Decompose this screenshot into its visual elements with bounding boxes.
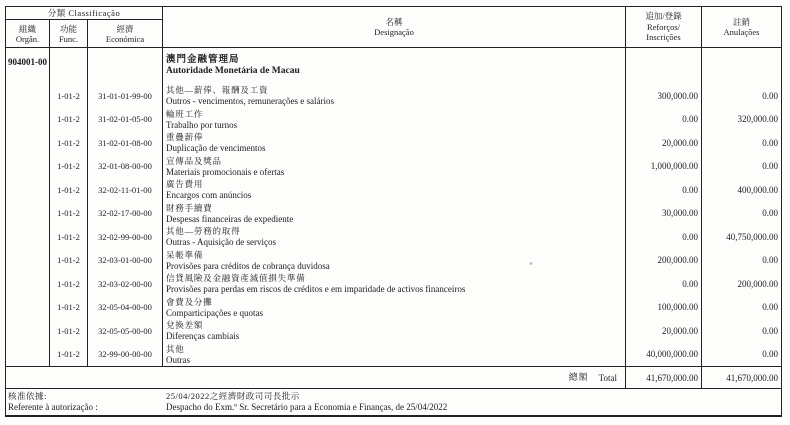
designation-pt: Outras - Aquisição de serviços (166, 237, 276, 247)
function-code: 1-01-2 (50, 131, 88, 155)
reforcos-amount: 0.00 (626, 225, 702, 249)
economic-code: 32-05-04-00-00 (88, 296, 163, 320)
anulacoes-amount: 320,000.00 (737, 114, 778, 125)
function-code: 1-01-2 (50, 272, 88, 296)
organization-header-pt: Orgân. (15, 33, 40, 44)
function-header-pt: Func. (58, 33, 79, 44)
function-code: 1-01-2 (50, 108, 88, 132)
total-label-zh: 總額 (568, 372, 589, 382)
designation-zh: 宣傳品及獎品 (166, 155, 222, 166)
designation-cell (163, 249, 626, 273)
designation-cell (163, 272, 626, 296)
designation-header-pt: Designação (374, 27, 414, 37)
reforcos-amount: 20,000.00 (626, 131, 702, 155)
designation-zh: 呆帳準備 (166, 249, 204, 260)
column-header-anulacoes (702, 7, 781, 47)
economic-code: 31-02-01-08-00 (88, 131, 163, 155)
authorization-label (6, 389, 163, 415)
table-row (6, 84, 781, 108)
column-header-function (50, 20, 88, 47)
authorization-value (163, 389, 781, 415)
function-code: 1-01-2 (50, 84, 88, 108)
anulacoes-amount: 0.00 (762, 255, 778, 266)
organization-code-cell (6, 319, 50, 343)
designation-zh: 兌換差額 (166, 320, 204, 330)
economic-code: 31-01-01-99-00 (88, 84, 163, 108)
column-header-economic (88, 20, 162, 47)
function-code: 1-01-2 (50, 249, 88, 273)
economic-code: 31-02-01-05-00 (88, 108, 163, 132)
reforcos-amount: 200,000.00 (626, 249, 702, 273)
empty-reforcos-cell (626, 48, 702, 84)
column-header-designation (163, 7, 626, 47)
designation-zh: 廣告費用 (166, 179, 204, 189)
column-header-organization (6, 20, 50, 47)
designation-cell (163, 343, 626, 367)
economic-code: 32-02-17-00-00 (88, 202, 163, 226)
organization-name-cell (163, 48, 626, 84)
anulacoes-amount: 200,000.00 (737, 278, 778, 289)
total-label (6, 367, 626, 388)
economic-code: 32-02-99-00-00 (88, 225, 163, 249)
designation-cell (163, 296, 626, 320)
reforcos-amount: 0.00 (626, 178, 702, 202)
designation-cell (163, 202, 626, 226)
economic-code: 32-99-00-00-00 (88, 343, 163, 367)
designation-zh: 會費及分攤 (166, 296, 213, 307)
organization-code-cell (6, 296, 50, 320)
scan-artifact (528, 262, 534, 265)
designation-pt: Encargos com anúncios (166, 190, 252, 200)
organization-name-pt: Autoridade Monetária de Macau (166, 66, 300, 76)
designation-zh: 財務手續費 (166, 202, 213, 213)
authorization-value-zh: 25/04/2022之經濟財政司司長批示 (166, 391, 300, 401)
anulacoes-header-pt: Anulações (723, 27, 760, 37)
table-row (6, 249, 781, 273)
function-header-zh: 功能 (59, 23, 77, 34)
total-reforcos-amount: 41,670,000.00 (626, 367, 702, 388)
anulacoes-header-zh: 註銷 (732, 16, 750, 27)
designation-cell (163, 84, 626, 108)
anulacoes-amount: 0.00 (762, 161, 778, 172)
designation-header-zh: 名稱 (385, 16, 403, 27)
anulacoes-amount: 0.00 (762, 208, 778, 219)
reforcos-header-zh: 追加/登錄 (645, 11, 682, 22)
empty-func-cell (50, 48, 88, 84)
total-label-pt: Total (598, 372, 617, 383)
designation-zh: 其他—薪俸、報酬及工資 (166, 85, 269, 95)
reforcos-header-pt1: Reforços/ (646, 21, 681, 32)
reforcos-amount: 0.00 (626, 108, 702, 132)
function-code: 1-01-2 (50, 296, 88, 320)
economic-header-zh: 經濟 (116, 23, 134, 34)
column-header-classification-group (6, 7, 163, 47)
reforcos-amount: 30,000.00 (626, 202, 702, 226)
total-anulacoes-amount: 41,670,000.00 (726, 372, 778, 383)
table-row (6, 178, 781, 202)
table-row (6, 296, 781, 320)
designation-zh: 其他 (166, 343, 185, 354)
table-row (6, 319, 781, 343)
designation-pt: Comparticipações e quotas (166, 307, 263, 318)
function-code: 1-01-2 (50, 155, 88, 179)
classification-header-label: 分類 Classificação (6, 7, 162, 20)
reforcos-amount: 100,000.00 (626, 296, 702, 320)
organization-code-cell (6, 225, 50, 249)
authorization-value-pt: Despacho do Exm.º Sr. Secretário para a Economia e Finanças, de 25/04/2022 (166, 402, 448, 412)
designation-cell (163, 319, 626, 343)
function-code: 1-01-2 (50, 343, 88, 367)
table-row (6, 343, 781, 367)
function-code: 1-01-2 (50, 202, 88, 226)
organization-code-cell (6, 249, 50, 273)
empty-anulacoes-cell (702, 48, 781, 84)
table-row (6, 202, 781, 226)
designation-pt: Provisões para perdas em riscos de créditos e em imparidade de activos financeiros (166, 284, 466, 294)
reforcos-amount: 20,000.00 (626, 319, 702, 343)
designation-cell (163, 225, 626, 249)
budget-table (5, 6, 782, 389)
function-code: 1-01-2 (50, 178, 88, 202)
designation-pt: Provisões para créditos de cobrança duvidosa (166, 260, 330, 271)
designation-cell (163, 131, 626, 155)
designation-zh: 其他—勞務的取得 (166, 226, 241, 236)
economic-code: 32-01-08-00-00 (88, 155, 163, 179)
organization-name-zh: 澳門金融管理局 (166, 55, 240, 65)
reforcos-amount: 40,000,000.00 (626, 343, 702, 367)
classification-subheaders (6, 20, 162, 47)
authorization-label-pt: Referente à autorização : (8, 402, 98, 412)
budget-table-container (5, 6, 782, 417)
designation-pt: Outras (166, 354, 190, 365)
organization-header-zh: 組織 (18, 23, 36, 34)
designation-zh: 重疊薪俸 (166, 132, 204, 142)
empty-econ-cell (88, 48, 163, 84)
organization-code-cell (6, 84, 50, 108)
anulacoes-amount: 0.00 (762, 325, 778, 336)
organization-row (6, 48, 781, 84)
organization-code-cell (6, 202, 50, 226)
designation-pt: Duplicação de vencimentos (166, 143, 266, 153)
organization-code-cell (6, 178, 50, 202)
designation-zh: 輪班工作 (166, 108, 204, 119)
designation-zh: 信貸風險及金融資產減值損失準備 (166, 273, 306, 283)
reforcos-amount: 0.00 (626, 272, 702, 296)
economic-code: 32-03-02-00-00 (88, 272, 163, 296)
table-row (6, 272, 781, 296)
function-code: 1-01-2 (50, 225, 88, 249)
designation-cell (163, 155, 626, 179)
anulacoes-amount: 0.00 (762, 302, 778, 313)
authorization-label-zh: 核准依據: (8, 391, 47, 401)
economic-code: 32-05-05-00-00 (88, 319, 163, 343)
designation-cell (163, 178, 626, 202)
organization-code-cell (6, 155, 50, 179)
table-row (6, 155, 781, 179)
anulacoes-amount: 0.00 (762, 137, 778, 148)
designation-pt: Despesas financeiras de expediente (166, 213, 294, 224)
table-row (6, 108, 781, 132)
designation-pt: Diferenças cambiais (166, 331, 240, 341)
economic-code: 32-03-01-00-00 (88, 249, 163, 273)
reforcos-header-pt2: Inscrições (646, 32, 681, 43)
table-body (6, 48, 781, 366)
organization-code-cell (6, 131, 50, 155)
anulacoes-amount: 0.00 (762, 90, 778, 101)
economic-header-pt: Económica (105, 33, 145, 44)
designation-pt: Outros - vencimentos, remunerações e salários (166, 96, 334, 106)
designation-pt: Trabalho por turnos (166, 119, 238, 130)
organization-code-cell (6, 343, 50, 367)
designation-cell (163, 108, 626, 132)
function-code: 1-01-2 (50, 319, 88, 343)
organization-code: 904001-00 (6, 48, 50, 84)
table-row (6, 225, 781, 249)
total-row (6, 366, 781, 388)
reforcos-amount: 1,000,000.00 (626, 155, 702, 179)
organization-code-cell (6, 108, 50, 132)
anulacoes-amount: 40,750,000.00 (726, 231, 778, 242)
anulacoes-amount: 0.00 (762, 349, 778, 360)
reforcos-amount: 300,000.00 (626, 84, 702, 108)
anulacoes-amount: 400,000.00 (737, 184, 778, 195)
authorization-reference-section (5, 389, 782, 417)
designation-pt: Materiais promocionais e ofertas (166, 166, 285, 177)
economic-code: 32-02-11-01-00 (88, 178, 163, 202)
table-header (6, 7, 781, 48)
column-header-reforcos (626, 7, 702, 47)
organization-code-cell (6, 272, 50, 296)
table-row (6, 131, 781, 155)
